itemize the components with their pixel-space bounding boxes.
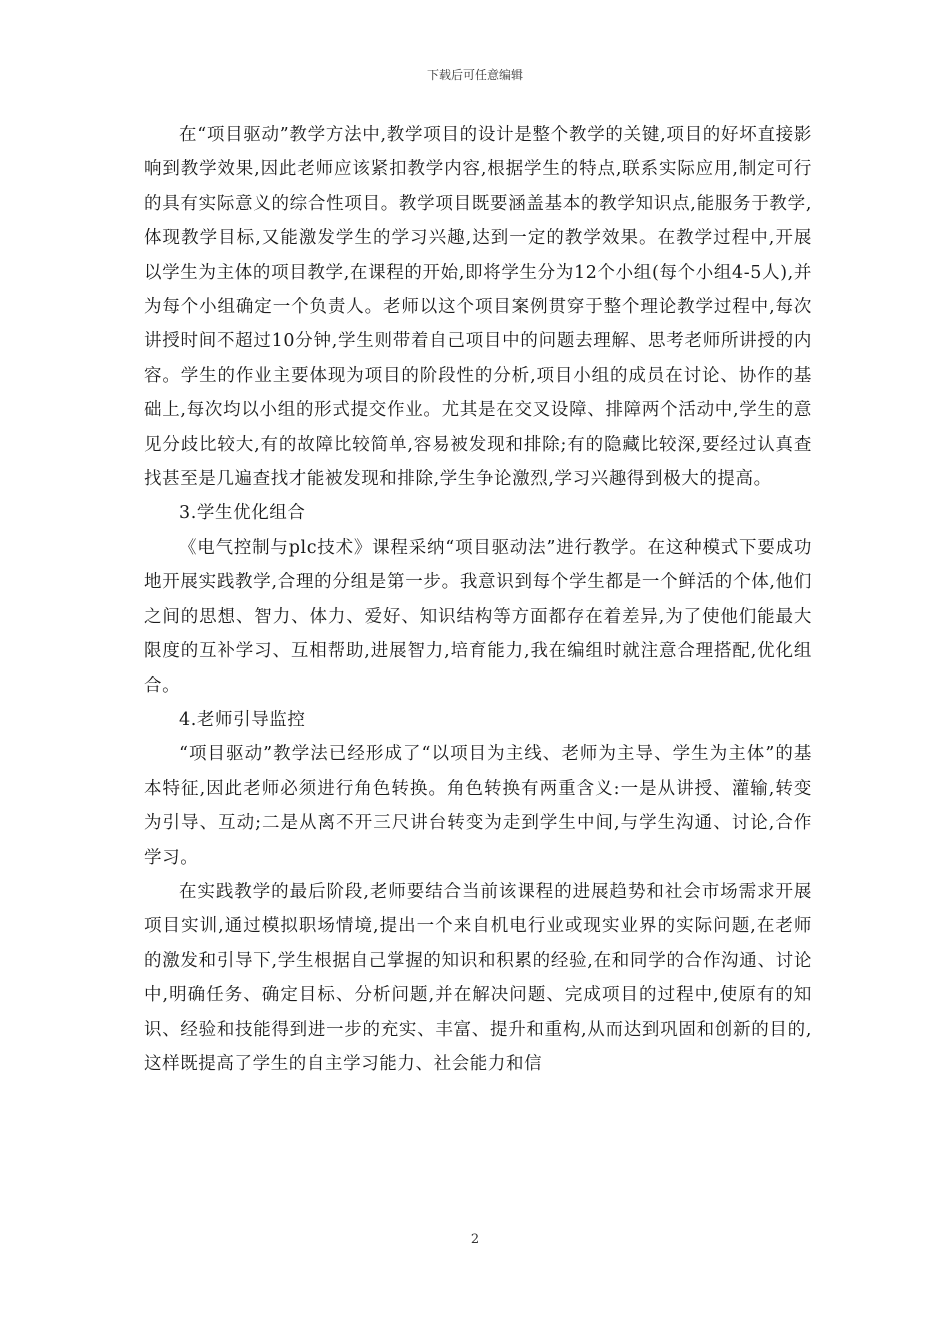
paragraph-student-grouping: 《电气控制与plc技术》课程采纳“项目驱动法”进行教学。在这种模式下要成功地开展实践教学,合理的分组是第一步。我意识到每个学生都是一个鲜活的个体,他们之间的思想、智力、体力、爱好、知识结构等方面都存在着差异,为了使他们能最大限度的互补学习、互相帮助,进展智力,培育能力,我在编组时就注意合理搭配,优化组合。	[144, 537, 812, 696]
paragraph-teacher-role: “项目驱动”教学法已经形成了“以项目为主线、老师为主导、学生为主体”的基本特征,因此老师必须进行角色转换。角色转换有两重含义:一是从讲授、灌输,转变为引导、互动;二是从离不开三尺讲台转变为走到学生中间,与学生沟通、讨论,合作学习。	[144, 744, 812, 868]
page-number: 2	[470, 1232, 480, 1247]
document-body	[144, 118, 812, 1081]
paragraph-practical-training: 在实践教学的最后阶段,老师要结合当前该课程的进展趋势和社会市场需求开展项目实训,通过模拟职场情境,提出一个来自机电行业或现实业界的实际问题,在老师的激发和引导下,学生根据自己掌握的知识和积累的经验,在和同学的合作沟通、讨论中,明确任务、确定目标、分析问题,并在解决问题、完成项目的过程中,使原有的知识、经验和技能得到进一步的充实、丰富、提升和重构,从而达到巩固和创新的目的,这样既提高了学生的自主学习能力、社会能力和信	[144, 881, 812, 1074]
section-heading-3: 3.学生优化组合	[179, 503, 306, 524]
section-heading-4: 4.老师引导监控	[179, 709, 306, 730]
page-header: 下载后可任意编辑	[426, 68, 523, 82]
paragraph-project-design: 在“项目驱动”教学方法中,教学项目的设计是整个教学的关键,项目的好坏直接影响到教学效果,因此老师应该紧扣教学内容,根据学生的特点,联系实际应用,制定可行的具有实际意义的综合性项目。教学项目既要涵盖基本的教学知识点,能服务于教学,体现教学目标,又能激发学生的学习兴趣,达到一定的教学效果。在教学过程中,开展以学生为主体的项目教学,在课程的开始,即将学生分为12个小组(每个小组4-5人),并为每个小组确定一个负责人。老师以这个项目案例贯穿于整个理论教学过程中,每次讲授时间不超过10分钟,学生则带着自己项目中的问题去理解、思考老师所讲授的内容。学生的作业主要体现为项目的阶段性的分析,项目小组的成员在讨论、协作的基础上,每次均以小组的形式提交作业。尤其是在交叉设障、排障两个活动中,学生的意见分歧比较大,有的故障比较简单,容易被发现和排除;有的隐藏比较深,要经过认真查找甚至是几遍查找才能被发现和排除,学生争论激烈,学习兴趣得到极大的提高。	[144, 125, 812, 490]
